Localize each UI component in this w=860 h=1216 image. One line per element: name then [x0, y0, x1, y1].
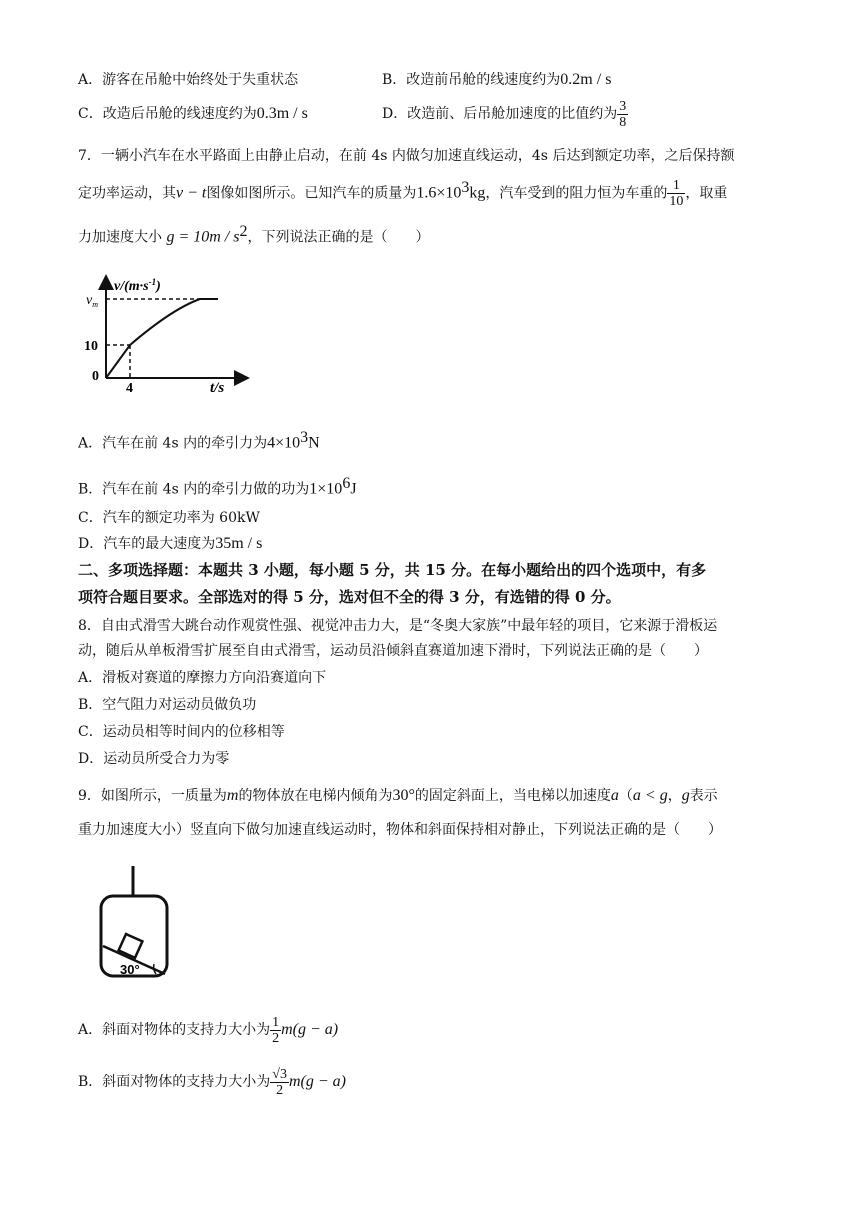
q8-option-c: C．运动员相等时间内的位移相等 — [78, 724, 285, 740]
fraction: $\frac{1}{2}$ — [272, 1014, 280, 1046]
q8-option-b: B．空气阻力对运动员做负功 — [78, 697, 257, 713]
vm-label: $v_m$ — [86, 293, 98, 309]
q7-option-a: A．汽车在前 4s 内的牵引力为$4\times 10^3N$ — [78, 429, 320, 452]
section2-heading-line1: 二、多项选择题：本题共 3 小题，每小题 5 分，共 15 分。在每小题给出的四个选项中，有多 — [78, 561, 707, 579]
q6-option-d: D．改造前、后吊舱加速度的比值约为 $\frac{3}{8}$ — [382, 98, 627, 130]
fraction: $\frac{3}{8}$ — [619, 98, 627, 130]
q8-stem-line1: 8．自由式滑雪大跳台动作观赏性强、视觉冲击力大，是“冬奥大家族”中最年轻的项目，它来源于滑板运 — [78, 618, 718, 634]
q6-option-c: C．改造后吊舱的线速度约为0.3m / s — [78, 105, 308, 122]
q6-option-b: B．改造前吊舱的线速度约为0.2m / s — [382, 71, 612, 88]
q8-option-a: A．滑板对赛道的摩擦力方向沿赛道向下 — [78, 670, 327, 686]
fraction: $\frac{1}{10}$ — [669, 178, 684, 210]
q7-stem-line2: 定功率运动，其v − t图像如图所示。已知汽车的质量为$1.6\times 10^3kg$，汽车受到的阻力恒为车重的 $\frac{1}{10}$ ，取重 — [78, 178, 728, 210]
q7-stem-line3: 力加速度大小 $g = 10m / s^2$，下列说法正确的是（ ） — [78, 223, 430, 246]
curve-segment — [130, 299, 218, 345]
origin-label: 0 — [92, 369, 99, 384]
q8-option-d: D．运动员所受合力为零 — [78, 751, 230, 767]
vt-graph — [82, 274, 252, 394]
q9-stem-line1: 9．如图所示，一质量为m的物体放在电梯内倾角为30°的固定斜面上，当电梯以加速度a（a < g，g表示 — [78, 787, 718, 804]
q7-option-b: B．汽车在前 4s 内的牵引力做的功为$1\times 10^6J$ — [78, 475, 357, 498]
x-axis-label: t/s — [210, 380, 225, 394]
linear-segment — [106, 345, 130, 378]
section2-heading-line2: 项符合题目要求。全部选对的得 5 分，选对但不全的得 3 分，有选错的得 0 分。 — [78, 588, 621, 606]
tick-10: 10 — [84, 339, 98, 354]
q7-option-d: D．汽车的最大速度为35m / s — [78, 535, 263, 552]
q9-option-b: B．斜面对物体的支持力大小为 $\frac{√3}{2}$ m(g − a) — [78, 1066, 346, 1098]
angle-label: 30° — [120, 962, 140, 977]
fraction: $\frac{√3}{2}$ — [272, 1066, 287, 1098]
q7-stem-line1: 7．一辆小汽车在水平路面上由静止启动，在前 4s 内做匀加速直线运动，4s 后达到额定功率，之后保持额 — [78, 148, 735, 164]
q9-stem-line2: 重力加速度大小）竖直向下做匀加速直线运动时，物体和斜面保持相对静止，下列说法正确的是（ ） — [78, 822, 722, 838]
q9-option-a: A．斜面对物体的支持力大小为 $\frac{1}{2}$ m(g − a) — [78, 1014, 339, 1046]
q6-option-a: A．游客在吊舱中始终处于失重状态 — [78, 72, 299, 88]
q8-stem-line2: 动，随后从单板滑雪扩展至自由式滑雪，运动员沿倾斜直赛道加速下滑时，下列说法正确的是（ ） — [78, 643, 708, 659]
tick-4: 4 — [126, 381, 133, 394]
q7-option-c: C．汽车的额定功率为 60kW — [78, 510, 260, 526]
y-axis-label: $v/(m\cdot s^{-1})$ — [114, 277, 161, 294]
elevator-figure — [96, 866, 176, 980]
